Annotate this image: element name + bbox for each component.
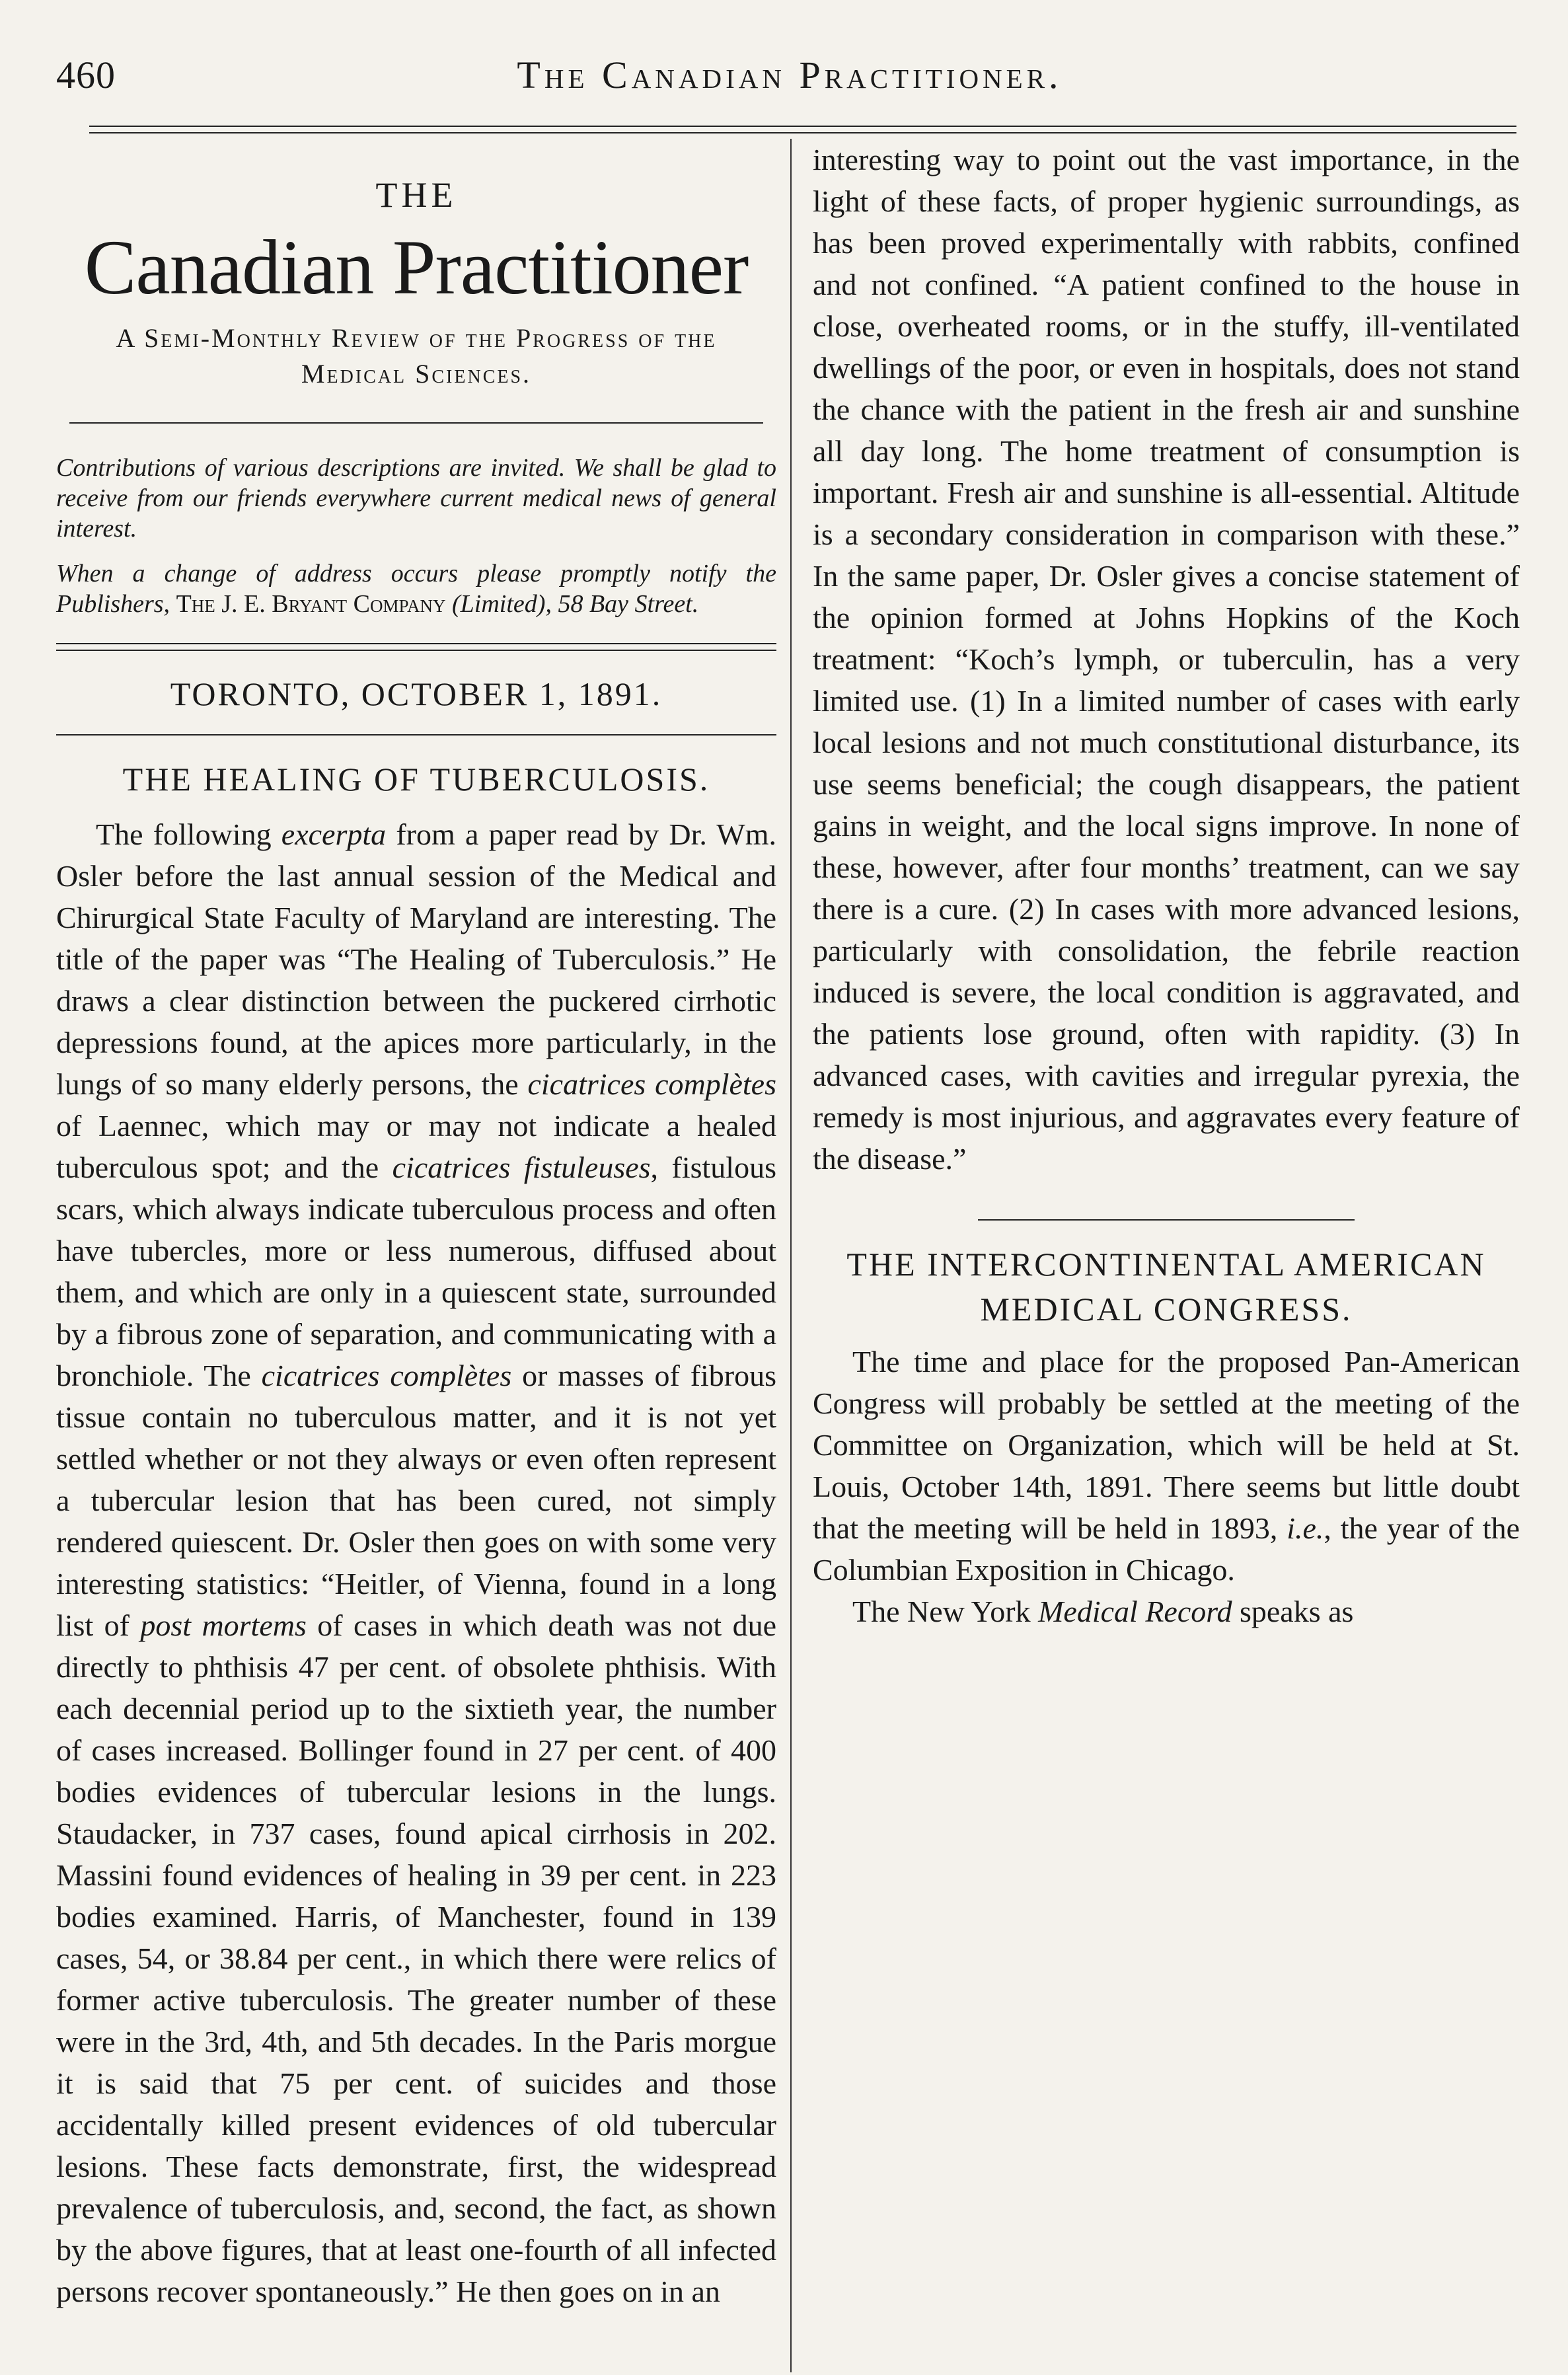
article-body-continued: of cases in which death was not due directly to phthisis 47 per cent. of obsolete phthisis. With each decennial period up to the sixtieth year, the number of cases increased. Bollinger found in 27 per cent. of 400 bodies evidences of tubercular lesions in the lungs. Staudacker, in 737 cases, found apical cirrhosis in 202. Massini found evidences of healing in 39 per cent. in 223 bodies examined. Harris, of Manchester, found in 139 cases, 54, or 38.84 per cent., in which there were relics of former active tuberculosis. The greater number of these were in the 3rd, 4th, and 5th decades. In the Paris morgue it is said that 75 per cent. of suicides and those accidentally killed present evidences of old tubercular lesions. These facts demonstrate, first, the widespread prevalence of tuberculosis, and, second, the fact, as shown by the above figures, that at least one-fourth of all infected persons recover spontaneously.” He then goes on in an <box>56 1608 777 2308</box>
text-run: , the year of the Columbian Exposition in Chicago. <box>813 1511 1520 1587</box>
article-body-tuberculosis-continued: interesting way to point out the vast importance, in the light of these facts, of proper hygienic surroundings, as has been proved experimentally with rabbits, confined and not confined. “A patient confined to the house in close, overheated rooms, or in the stuffy, ill-ventilated dwellings of the poor, or even in hospitals, does not stand the chance with the patient in the fresh air and sunshine all day long. The home treatment of consumption is important. Fresh air and sunshine is all-essential. Altitude is a secondary consideration in comparison with these.” In the same paper, Dr. Osler gives a concise statement of the opinion formed at Johns Hopkins of the Koch treatment: “Koch’s lymph, or tuberculin, has a very limited use. (1) In a limited number of cases with early local lesions and not much constitutional disturbance, its use seems beneficial; the cough disappears, the patient gains in weight, and the local signs improve. In none of these, however, after four months’ treatment, can we say there is a cure. (2) In cases with more advanced lesions, particularly with consolidation, the febrile reaction induced is severe, the local condition is aggravated, and the patients lose ground, often with rapidity. (3) In advanced cases, with cavities and irregular pyrexia, the remedy is most injurious, and aggravates every feature of the disease.” <box>813 143 1520 1176</box>
italic-run: Medical Record <box>1038 1595 1232 1628</box>
address-notice-a: When a change of address occurs please promptly notify the Publishers, <box>56 560 776 618</box>
column-divider <box>790 139 792 2372</box>
text-run: speaks as <box>1232 1595 1354 1628</box>
italic-run: i.e. <box>1287 1511 1324 1545</box>
article-body-tuberculosis <box>56 813 776 2312</box>
masthead-the: THE <box>375 175 457 215</box>
article-title-congress: THE INTERCONTINENTAL AMERICAN MEDICAL CONGRESS. <box>846 1246 1486 1328</box>
running-title: The Canadian Practitioner. <box>517 54 1063 96</box>
article-body-congress <box>813 1341 1520 1591</box>
italic-run: post mortems <box>140 1608 307 1642</box>
page-number: 460 <box>56 54 116 96</box>
left-column <box>56 155 776 2312</box>
italic-run: cicatrices complètes <box>527 1067 777 1101</box>
publisher-name: The J. E. Bryant Company <box>176 590 446 618</box>
notice-rule-bottom <box>56 650 776 651</box>
masthead-rule <box>69 422 763 424</box>
text-run: of Laennec, which may or may not indicate a healed tuberculous spot; and the <box>56 1109 776 1184</box>
text-run: from a paper read by Dr. Wm. Osler before the last annual session of the Medical and Chirurgical State Faculty of Maryland are interesting. The title of the paper was “The Healing of Tuberculosis.” He draws a clear distinction between the puckered cirrhotic depressions found, at the apices more particularly, in the lungs of so many elderly persons, the <box>56 817 776 1101</box>
article-separator-rule <box>978 1219 1355 1221</box>
italic-run: cicatrices complètes <box>261 1359 512 1392</box>
masthead-subtitle: A Semi-Monthly Review of the Progress of the Medical Sciences. <box>116 323 717 389</box>
page-header <box>56 53 1523 106</box>
text-run: , fistulous scars, which always indicate tuberculous process and often have tubercles, more or less numerous, diffused about them, and which are only in a quiescent state, surrounded by a fibrous zone of separation, and communicating with a bronchiole. The <box>56 1150 776 1392</box>
text-run: The following <box>96 817 281 851</box>
header-rule-top <box>89 126 1516 127</box>
italic-run: excerpta <box>281 817 387 851</box>
right-column <box>813 139 1520 1632</box>
contributions-text: Contributions of various descriptions are invited. We shall be glad to receive from our friends everywhere current medical news of general interest. <box>56 454 776 543</box>
text-run: or masses of fibrous tissue contain no tuberculous matter, and it is not yet settled whether or not they always or even often represent a tubercular lesion that has been cured, not simply rendered quiescent. Dr. Osler then goes on with some very interesting statistics: “Heitler, of Vienna, found in a long list of <box>56 1359 777 1642</box>
header-rule-bottom <box>89 132 1516 133</box>
masthead-title: Canadian Practitioner <box>84 224 749 311</box>
notice-rule-top <box>56 643 776 644</box>
text-run: The time and place for the proposed Pan-American Congress will probably be settled at the meeting of the Committee on Organization, which will be held at St. Louis, October 14th, 1891. There seems but little doubt that the meeting will be held in 1893, <box>813 1345 1520 1545</box>
article-title-tuberculosis: THE HEALING OF TUBERCULOSIS. <box>122 761 710 798</box>
address-notice-b: (Limited), 58 Bay Street. <box>445 590 699 618</box>
article-body-congress-p2 <box>813 1591 1520 1632</box>
address-notice <box>56 558 776 619</box>
italic-run: cicatrices fistuleuses <box>392 1150 651 1184</box>
contributions-notice <box>56 453 776 544</box>
text-run: The New York <box>852 1595 1039 1628</box>
dateline-rule <box>56 734 776 735</box>
dateline: TORONTO, OCTOBER 1, 1891. <box>170 675 663 712</box>
